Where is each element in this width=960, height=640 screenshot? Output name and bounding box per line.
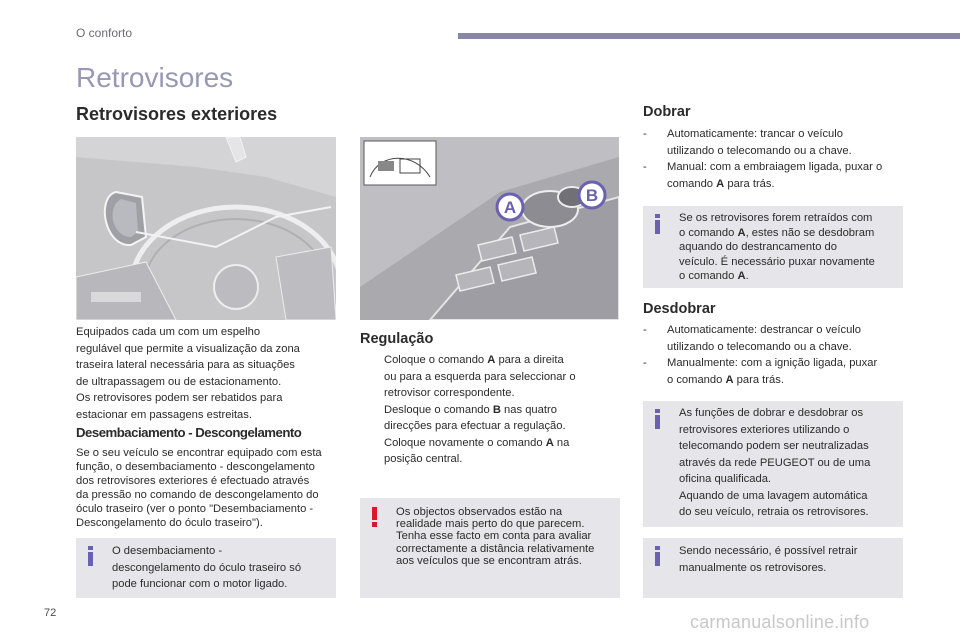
fold-list xyxy=(643,126,908,192)
list-item: Desloque o comando B nas quatro direcções para efectuar a regulação. xyxy=(384,403,566,432)
warning-icon xyxy=(370,507,379,527)
unfold-title: Desdobrar xyxy=(643,301,716,317)
dash-bullet: - xyxy=(643,128,647,140)
list-item: - Manual: com a embraiagem ligada, puxar o comando A para trás. xyxy=(643,161,883,190)
label-a: A xyxy=(503,198,517,217)
list-item: - Automaticamente: destrancar o veículo utilizando o telecomando ou a chave. xyxy=(643,324,862,353)
fold-title: Dobrar xyxy=(643,104,691,120)
list-item: - Manualmente: com a ignição ligada, puxar o comando A para trás. xyxy=(643,357,878,386)
adjust-title: Regulação xyxy=(360,331,434,347)
list-item: Coloque o comando A para a direita ou para a esquerda para seleccionar o retrovisor correspondente. xyxy=(384,354,576,399)
adjust-warning-box: Os objectos observados estão na realidade mais perto do que parecem. Tenha esse facto em conta para avaliar correctamente a distância relativamente aos veículos que se encontram atrás. xyxy=(360,498,620,598)
dash-bullet: - xyxy=(643,324,647,336)
unfold-info-box: As funções de dobrar e desdobrar os retrovisores exteriores utilizando o telecomando podem ser neutralizadas através da rede PEUGEOT ou de uma oficina qualificada. Aquando de uma lavagem automática do seu veículo, retraia os retrovisores. xyxy=(643,401,903,527)
mirror-controls-illustration xyxy=(360,137,619,320)
page-title: Retrovisores xyxy=(76,62,234,93)
intro-paragraph: Equipados cada um com um espelho regulável que permite a visualização da zona traseira lateral necessária para as situações de ultrapassagem ou de estacionamento. Os retrovisores podem ser rebatidos para estacionar em passagens estreitas. xyxy=(76,326,300,421)
defrost-title: Desembaciamento - Descongelamento xyxy=(76,425,302,440)
info-icon xyxy=(653,214,662,234)
chapter-label: O conforto xyxy=(76,26,133,40)
list-item: - Automaticamente: trancar o veículo utilizando o telecomando ou a chave. xyxy=(643,128,852,157)
watermark: carmanualsonline.info xyxy=(690,612,870,632)
dash-bullet: - xyxy=(643,357,647,369)
adjust-list xyxy=(360,352,620,468)
list-item: Coloque novamente o comando A na posição central. xyxy=(384,436,570,465)
defrost-info-box: O desembaciamento - descongelamento do óculo traseiro só pode funcionar com o motor ligado. xyxy=(76,538,336,598)
header-bar xyxy=(458,33,960,39)
unfold-list xyxy=(643,322,908,388)
label-b: B xyxy=(585,186,599,205)
fold-info-box: Se os retrovisores forem retraídos com o comando A, estes não se desdobram aquando do destrancamento do veículo. É necessário puxar novamente o comando A. xyxy=(643,206,903,288)
info-icon xyxy=(653,409,662,429)
page-number: 72 xyxy=(44,607,57,619)
section-title: Retrovisores exteriores xyxy=(76,104,278,124)
info-icon xyxy=(653,546,662,566)
unfold-manual-info-box: Sendo necessário, é possível retrair manualmente os retrovisores. xyxy=(643,538,903,598)
info-icon xyxy=(86,546,95,566)
defrost-paragraph: Se o seu veículo se encontrar equipado com esta função, o desembaciamento - descongelamento dos retrovisores exteriores é efectuado através da pressão no comando de descongelamento do óculo traseiro (ver o ponto "Desembaciamento - Descongelamento do óculo traseiro"). xyxy=(76,447,322,529)
dash-bullet: - xyxy=(643,161,647,173)
dashboard-illustration xyxy=(76,137,336,320)
